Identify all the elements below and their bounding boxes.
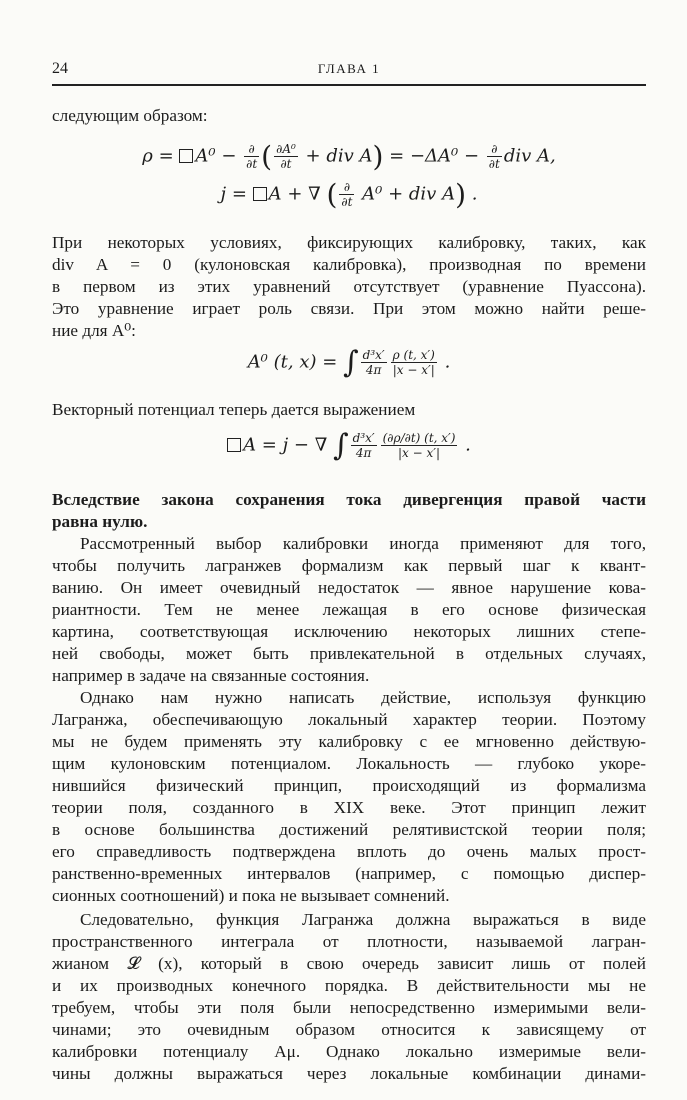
fraction: $\frac{\rho (t, x')}{|x - x'|}$ (392, 348, 435, 377)
text-line: Однако нам нужно написать действие, используя функцию (80, 688, 646, 707)
text-line: мы не будем применять эту калибровку с ее мгновенно действую- (52, 732, 646, 751)
text-line: следующим образом: (52, 106, 208, 125)
text-line: ней свободы, может быть привлекательной в отдельных случаях, (52, 644, 646, 663)
text-line: в основе большинства достижений релятивистской теории поля; (52, 820, 646, 839)
text-line: ванию. Он имеет очевидный недостаток — явное нарушение кова- (52, 578, 646, 597)
text-line: Вследствие закона сохранения тока дивергенция правой части (52, 490, 646, 509)
text-line: риантности. Тем не менее лежащая в его основе физическая (52, 600, 646, 619)
text-line: чинами; это очевидным образом относится к зависящему от (52, 1020, 646, 1039)
text-line: При некоторых условиях, фиксирующих калибровку, таких, как (52, 233, 646, 252)
equation-vector-potential: A = j − ∇ ∫ $\frac{\text{d³x′}}{4\pi}$ $\frac{(\partial\rho/\partial t) (t, x')}{|x - x'|}$ . (52, 428, 646, 463)
text-line: чтобы получить лагранжев формализм как первый шаг к квант- (52, 556, 646, 575)
text-line: жианом 𝓛 (x), который в свою очередь зависит лишь от полей (52, 954, 646, 973)
text-line: в первом из этих уравнений отсутствует (уравнение Пуассона). (52, 277, 646, 296)
dalembertian-symbol (179, 149, 193, 163)
text-line: Следовательно, функция Лагранжа должна выражаться в виде (80, 910, 646, 929)
fraction: $\frac{(\partial\rho/\partial t) (t, x')}{|x - x'|}$ (382, 431, 456, 460)
fraction: $\frac{\text{∂A⁰}}{\partial t}$ (276, 142, 296, 171)
equation-j: j = A + ∇ ( $\frac{\partial}{\partial t}$ A⁰ + div A) . (220, 178, 478, 211)
dalembertian-symbol (253, 187, 267, 201)
text-line: нившийся физический принцип, происходящий из формализма (52, 776, 646, 795)
dalembertian-symbol (227, 438, 241, 452)
text-line: теории поля, созданного в XIX веке. Этот принцип лежит (52, 798, 646, 817)
text-line: щим кулоновским потенциалом. Локальность — глубоко укоре- (52, 754, 646, 773)
equation-a0: A⁰ (t, x) = ∫ $\frac{\text{d³x′}}{4\pi}$ $\frac{\rho (t, x')}{|x - x'|}$ . (247, 345, 451, 380)
fraction: $\frac{\text{d³x′}}{4\pi}$ (362, 348, 385, 377)
text-line: калибровки потенциалу Aμ. Однако локально измеримые вели- (52, 1042, 646, 1061)
text-line: Рассмотренный выбор калибровки иногда применяют для того, (80, 534, 646, 553)
text-line: чины должны выражаться через локальные комбинации динами- (52, 1064, 646, 1083)
text-line: ние для A⁰: (52, 321, 136, 340)
fraction: $\frac{\partial}{\partial t}$ (488, 142, 500, 171)
fraction: $\frac{\partial}{\partial t}$ (246, 142, 258, 171)
text-line: его справедливость подтверждена вплоть до очень малых прост- (52, 842, 646, 861)
fraction: $\frac{\text{d³x′}}{4\pi}$ (352, 431, 375, 460)
text-line: требуем, чтобы эти поля были непосредственно измеримыми вели- (52, 998, 646, 1017)
page-header (52, 58, 646, 86)
text-line: пространственного интеграла от плотности, называемой лагран- (52, 932, 646, 951)
chapter-title: ГЛАВА 1 (317, 61, 381, 76)
text-line: Векторный потенциал теперь дается выражением (52, 400, 416, 419)
text-line: Это уравнение играет роль связи. При этом можно найти реше- (52, 299, 646, 318)
text-line: div A = 0 (кулоновская калибровка), производная по времени (52, 255, 646, 274)
text-line: картина, соответствующая исключению некоторых лишних степе- (52, 622, 646, 641)
text-line: например в задаче на связанные состояния. (52, 666, 370, 685)
text-line: равна нулю. (52, 512, 148, 531)
equation-rho: ρ = A⁰ − $\frac{\partial}{\partial t}$ ( $\frac{\text{∂A⁰}}{\partial t}$ + div A) = −ΔA⁰ − $\frac{\partial}{\partial t}$ div A, (142, 140, 556, 173)
text-line: сионных соотношений) и пока не вызывает сомнений. (52, 886, 450, 905)
text-line: и их производных конечного порядка. В действительности мы не (52, 976, 646, 995)
fraction: $\frac{\partial}{\partial t}$ (341, 180, 353, 209)
text-line: Лагранжа, обеспечивающую локальный характер теории. Поэтому (52, 710, 646, 729)
page-number: 24 (52, 60, 68, 77)
text-line: ранственно-временных интервалов (например, с помощью диспер- (52, 864, 646, 883)
